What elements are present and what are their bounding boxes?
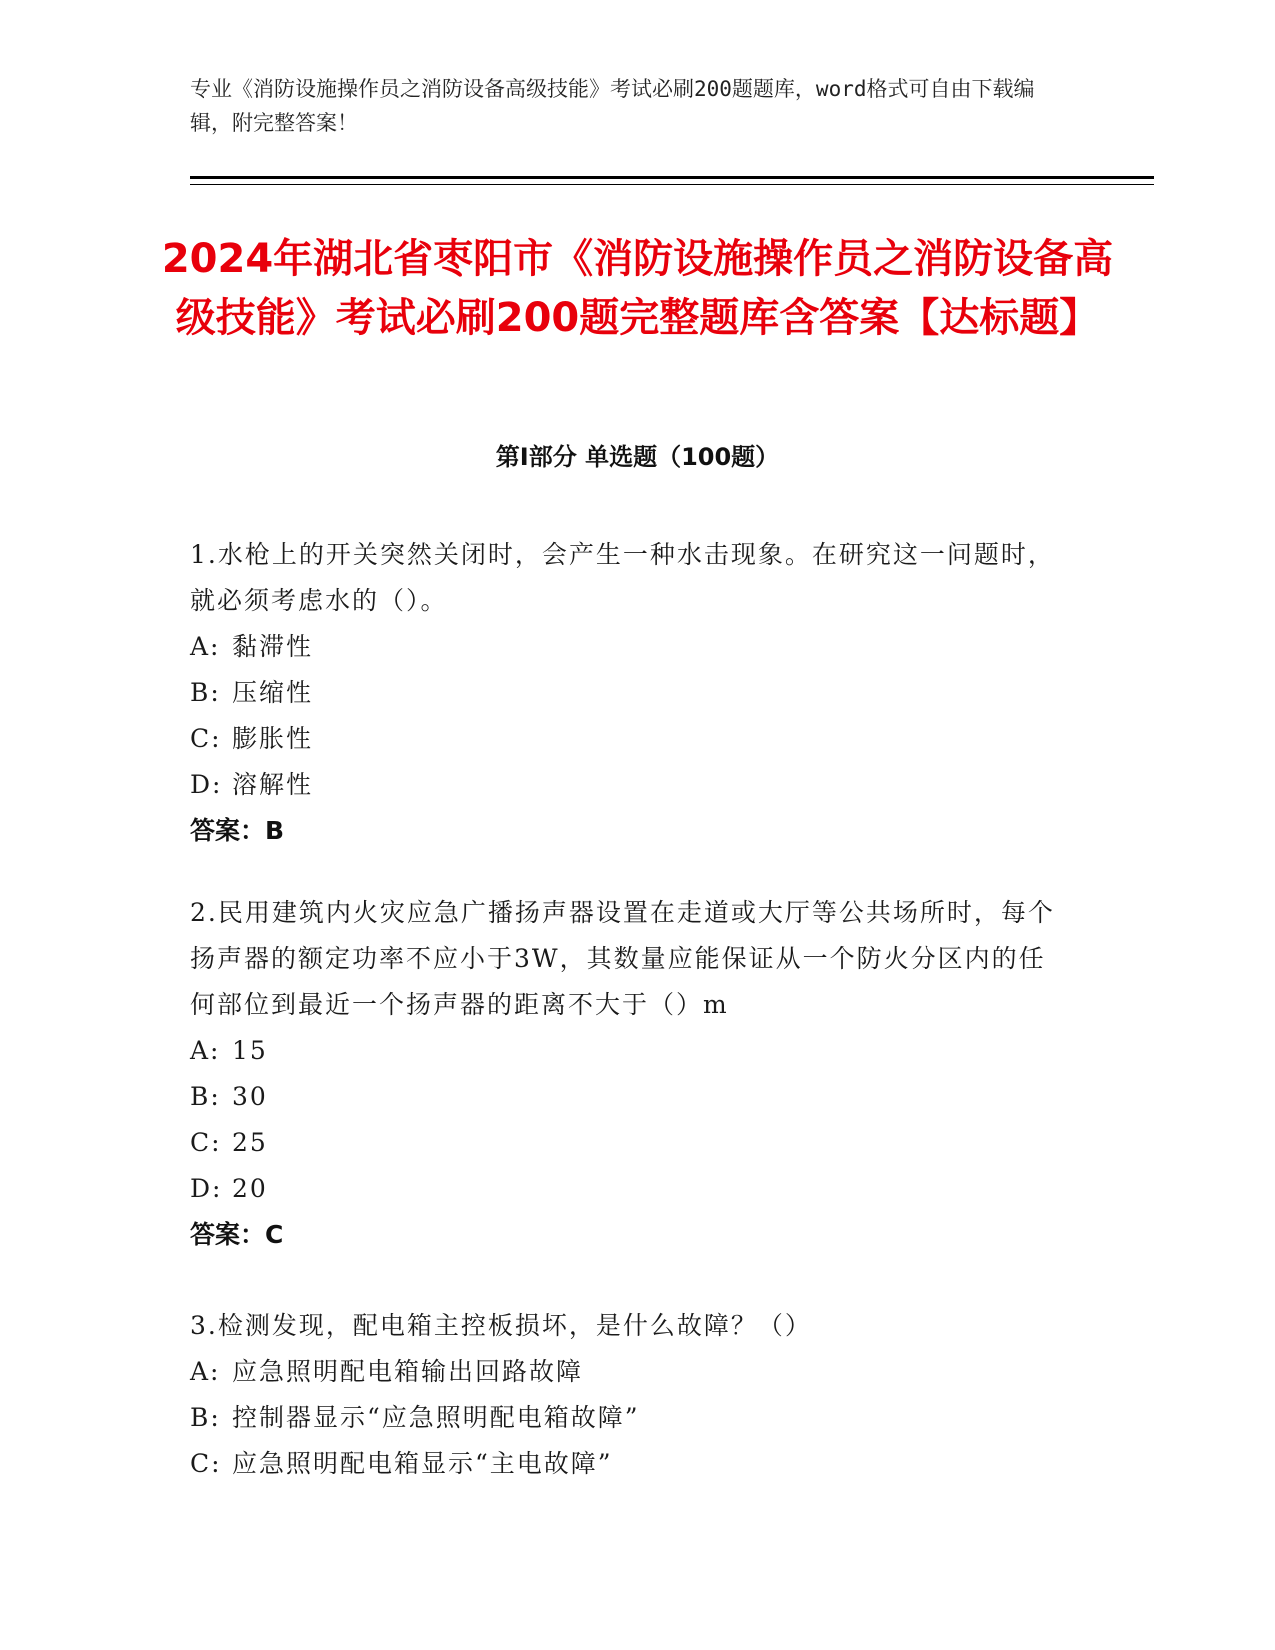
- option-b: [190, 670, 1070, 716]
- option-d: [190, 762, 1070, 808]
- option-text: 膨胀性: [232, 724, 314, 753]
- option-key: A:: [190, 632, 221, 661]
- option-text: 黏滞性: [232, 632, 314, 661]
- option-text: 应急照明配电箱显示“主电故障”: [232, 1449, 613, 1478]
- document-title: 2024年湖北省枣阳市《消防设施操作员之消防设备高级技能》考试必刷200题完整题库含答案【达标题】: [161, 236, 1114, 341]
- option-key: C:: [190, 1449, 222, 1478]
- option-a: [190, 1349, 1070, 1395]
- answer: 答案：C: [190, 1220, 284, 1249]
- option-key: B:: [190, 1403, 221, 1432]
- option-text: 控制器显示“应急照明配电箱故障”: [232, 1403, 640, 1432]
- option-key: B:: [190, 1082, 221, 1111]
- option-c: [190, 1120, 1070, 1166]
- option-key: C:: [190, 1128, 222, 1157]
- option-key: C:: [190, 724, 222, 753]
- option-b: [190, 1074, 1070, 1120]
- section-heading: 第I部分 单选题（100题）: [495, 443, 780, 471]
- header-divider-thin: [190, 184, 1154, 185]
- option-a: [190, 1028, 1070, 1074]
- option-d: [190, 1166, 1070, 1212]
- option-key: B:: [190, 678, 221, 707]
- question-1: [190, 532, 1070, 854]
- question-stem: 2.民用建筑内火灾应急广播扬声器设置在走道或大厅等公共场所时，每个扬声器的额定功率不应小于3W，其数量应能保证从一个防火分区内的任何部位到最近一个扬声器的距离不大于（）m: [190, 898, 1055, 1019]
- header-note: 专业《消防设施操作员之消防设备高级技能》考试必刷200题题库，word格式可自由下载编辑，附完整答案！: [190, 77, 1035, 135]
- option-key: A:: [190, 1036, 221, 1065]
- option-text: 15: [232, 1036, 268, 1065]
- header-divider-thick: [190, 176, 1154, 179]
- option-b: [190, 1395, 1070, 1441]
- option-key: D:: [190, 770, 223, 799]
- option-key: A:: [190, 1357, 221, 1386]
- option-text: 20: [232, 1174, 268, 1203]
- option-text: 溶解性: [232, 770, 314, 799]
- question-stem: 3.检测发现，配电箱主控板损坏，是什么故障？（）: [190, 1311, 812, 1340]
- question-3: [190, 1303, 1070, 1487]
- option-text: 25: [232, 1128, 268, 1157]
- option-c: [190, 716, 1070, 762]
- option-text: 应急照明配电箱输出回路故障: [232, 1357, 584, 1386]
- option-text: 压缩性: [232, 678, 314, 707]
- question-2: [190, 890, 1070, 1258]
- option-text: 30: [232, 1082, 268, 1111]
- option-c: [190, 1441, 1070, 1487]
- answer: 答案：B: [190, 816, 285, 845]
- option-key: D:: [190, 1174, 223, 1203]
- question-stem: 1.水枪上的开关突然关闭时，会产生一种水击现象。在研究这一问题时，就必须考虑水的（）。: [190, 540, 1055, 615]
- option-a: [190, 624, 1070, 670]
